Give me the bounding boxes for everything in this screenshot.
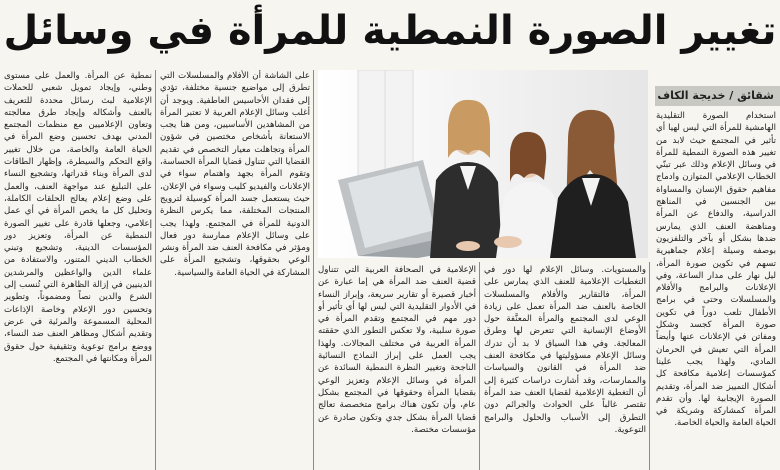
article-headline: تغيير الصورة النمطية للمرأة في وسائل bbox=[3, 8, 777, 54]
article-column-2 bbox=[484, 264, 646, 470]
column-divider bbox=[313, 70, 314, 470]
column-5-text: نمطية عن المرأة. والعمل على مستوى وطني، وإيجاد تمويل شعبي للحملات الإعلامية لبث رسائل محددة للتعريف بالعنف وأشكاله وإيجاد طرق معالجته وتعاون الإعلاميين مع منظمات المجتمع المدني بهدف تحسين وضع المرأة في الحياة العامة والخاصة، من خلال تغيير واقع التحكم والسيطرة، وإظهار الطاقات لدى المرأة وبناء قدراتها، وتشجيع النساء على التبليغ عند مواجهة العنف، والعمل على وضع إعلام يعالج الحلقات الكاملة، وتحليل كل ما يخص المرأة في أي عمل إعلامي، وجعلها قادرة على تغيير الصورة النمطية عن المرأة، وتعزيز دور المؤسسات الدينية، وتشجيع وتبني الخطاب الديني المتنور، والاستفادة من علماء الدين والواعظين والمرشدين الدينيين في إزالة الظاهرة التي تُنسب إلى الشرع والدين نصاً ومضموناً، وتطوير وتحسين دور الإعلام وخاصة الإذاعات المحلية المسموعة والمرئية في عرض وتقديم أشكال ومظاهر العنف ضد النساء، ووضع برامج توعوية وتثقيفية حول حقوق المرأة ومكانتها في المجتمع. bbox=[4, 71, 152, 364]
article-column-4 bbox=[160, 70, 310, 470]
column-2-text: والمستويات. وسائل الإعلام لها دور في التغطيات الإعلامية للعنف الذي يمارس على المرأة، فالتقارير والأفلام والمسلسلات الخاصة بالعنف ضد المرأة تعمل على زيادة الوعي لدى المجتمع والمرأة المعنَّفة حول الأوضاع الإنسانية التي تتعرض لها وطرق المعالجة. وفي هذا السياق لا بد أن تدرك وسائل الإعلام مسؤوليتها في مكافحة العنف ضد المرأة في القانون والسياسات والممارسات، وقد أشارت دراسات كثيرة إلى أن التغطية الإعلامية لقضايا العنف ضد المرأة تقتصر غالباً على الحوادث والجرائم دون التطرق إلى الأسباب والحلول والبرامج التوعوية. bbox=[484, 265, 646, 435]
article-column-5 bbox=[4, 70, 152, 470]
article-column-3 bbox=[318, 264, 476, 470]
column-4-text: على الشاشة أن الأفلام والمسلسلات التي تطرق إلى مواضيع جنسية مختلفة، تؤدي إلى فقدان الأحاسيس العاطفية. ويوجد أن أغلب وسائل الإعلام العربية لا تعتبر المرأة من المشاهدين الأساسيين، ومن هنا يجب الاستعانة بأشخاص مختصين في شؤون المرأة وتجاهلت معيار التخصص في تقديم القضايا التي تتناول قضايا المرأة الحساسة، وتقوم المرأة بجهد واهتمام سواء في الإعلانات والفيديو كليب وسواء في الإعلان، حيث يستعمل جسد المرأة كوسيلة لترويج المنتجات المختلفة، مما يكرس النظرة الدونية للمرأة في المجتمع. ولهذا يجب على وسائل الإعلام ممارسة دور فعال ومؤثر في مكافحة العنف ضد المرأة ونشر الوعي بحقوقها، وتشجيع المرأة على المشاركة في الحياة العامة والسياسية. bbox=[160, 71, 310, 278]
column-1-text: استخدام الصورة التقليدية الهامشية للمرأة التي ليس لهيا أي تأثير في المجتمع حيث لابد من تغيير هذه الصورة النمطية للمرأة في وسائل الإعلام وذلك عبر تبنّي الخطاب الإعلامي المتوازن وادماج مفاهيم حقوق الإنسان والمساواة بين الجنسين في المناهج الدراسية، والدفاع عن المرأة ومناهضة العنف الذي يمارس ضدها بشكل أو بآخر والتلفزيون بوصفه وسيلة إعلام جماهيرية تسهم في تكوين صورة المرأة، ليل نهار على مدار الساعة، وفي الإعلانات والبرامج والأفلام والمسلسلات وحتى في برامج الأطفال تلعب دوراً في تكوين صورة المرأة كجسد وشكل ومفاتن في الإعلانات عنها وأيضاً المرأة التي تعيش في الحرمان المادي، ولهذا يجب علينا كمؤسسات إعلامية مكافحة كل أشكال التمييز ضد المرأة، وتقديم الصورة الإيجابية لها. وأن تقدم المرأة كمشاركة وشريكة في الحياة العامة والحياة الخاصة. bbox=[656, 111, 776, 429]
column-divider bbox=[155, 70, 156, 470]
article-photo bbox=[318, 70, 648, 258]
article-column-1 bbox=[656, 110, 776, 470]
column-divider bbox=[479, 262, 480, 470]
women-at-laptop-image bbox=[318, 70, 648, 258]
column-divider bbox=[649, 262, 650, 470]
column-3-text: الإعلامية في الصحافة العربية التي تتناول قضية العنف ضد المرأة هي إما عبارة عن أخبار قصيرة أو تقارير سريعة، وإبراز النساء في الأدوار التقليدية التي ليس لها أي تأثير أو دور مهم في المجتمع وتقدم المرأة في صورة سلبية، ولا تعكس التطور الذي حققته المرأة العربية في مختلف المجالات. ولهذا يجب العمل على إبراز النماذج النسائية الناجحة وتغيير النظرة النمطية السائدة عن المرأة في وسائل الإعلام وتعزيز الوعي بقضايا المرأة وحقوقها في المجتمع بشكل عام، وأن تكون هناك برامج متخصصة تعالج قضايا المرأة بشكل جدي وتكون صادرة عن مؤسسات مختصة. bbox=[318, 265, 476, 435]
author-byline: شقائق / خديجة الكاف bbox=[655, 86, 780, 106]
